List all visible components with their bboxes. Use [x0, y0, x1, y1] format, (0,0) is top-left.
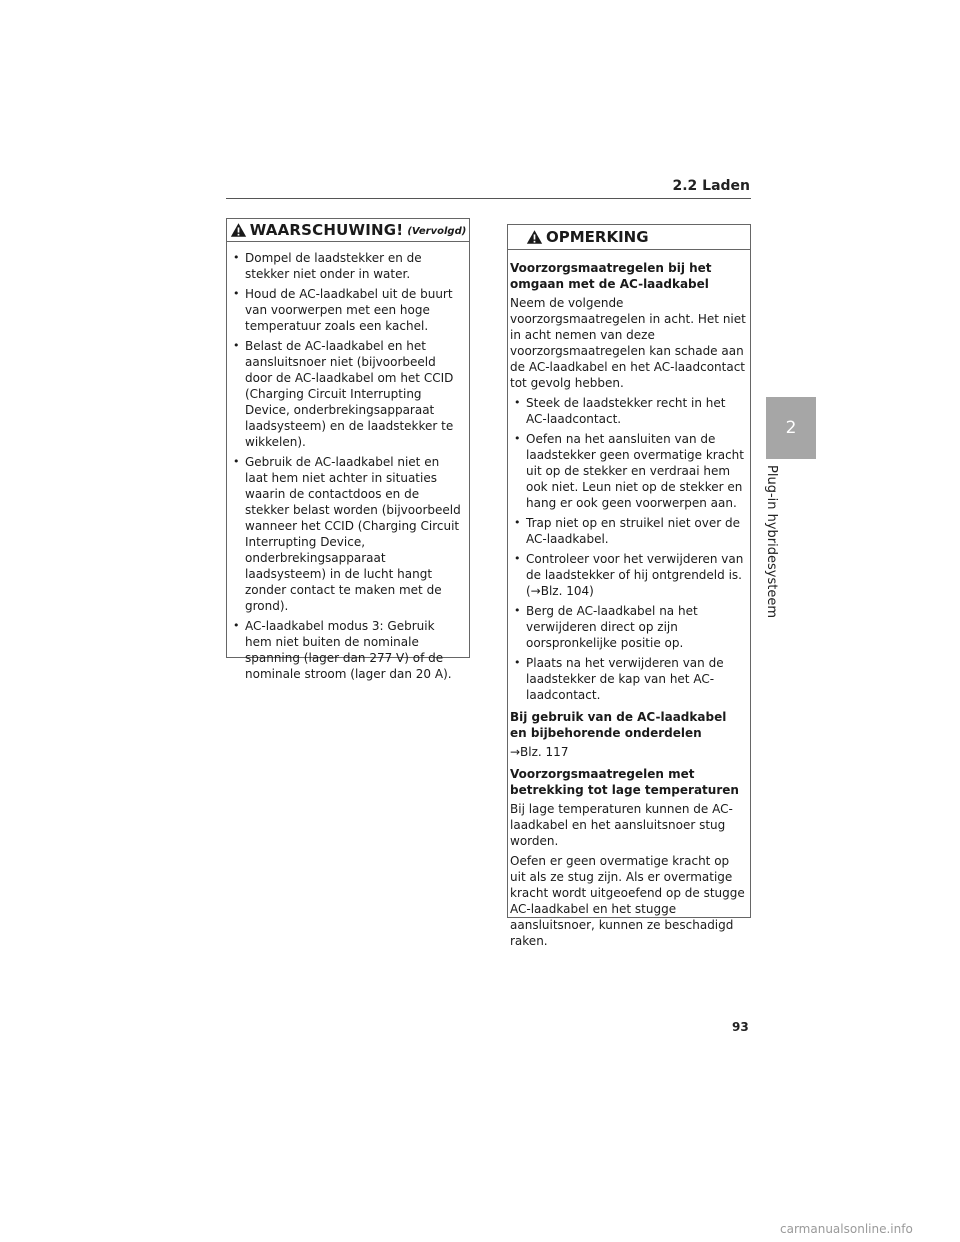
list-item: • Gebruik de AC-laadkabel niet en laat hem niet achter in situaties waarin de contactdoos en de stekker belast worden (bijvoorbeeld wanneer het CCID (Charging Circuit Interrupting Device, onderbrekingsapparaat laadsysteem) in de lucht hangt zonder contact te maken met de grond).	[229, 454, 461, 614]
header-divider	[226, 198, 751, 199]
list-item: • Houd de AC-laadkabel uit de buurt van voorwerpen met een hoge temperatuur zoals een kachel.	[229, 286, 461, 334]
warning-content	[227, 242, 469, 692]
list-item: • Plaats na het verwijderen van de laadstekker de kap van het AC-laadcontact.	[510, 655, 746, 703]
page-reference: →Blz. 117	[510, 745, 569, 759]
list-item: • AC-laadkabel modus 3: Gebruik hem niet buiten de nominale spanning (lager dan 277 V) of de nominale stroom (lager dan 20 A).	[229, 618, 461, 682]
chapter-number: 2	[785, 418, 797, 438]
warning-triangle-icon	[526, 229, 543, 245]
list-item: • Controleer voor het verwijderen van de laadstekker of hij ontgrendeld is. (→Blz. 104)	[510, 551, 746, 599]
watermark: carmanualsonline.info	[780, 1222, 913, 1236]
warning-list	[229, 250, 461, 682]
notice-intro: Neem de volgende voorzorgsmaatregelen in acht. Het niet in acht nemen van deze voorzorgsmaatregelen kan schade aan de AC-laadkabel en het AC-laadcontact tot gevolg hebben.	[510, 296, 746, 390]
list-item: • Steek de laadstekker recht in het AC-laadcontact.	[510, 395, 746, 427]
list-item: • Berg de AC-laadkabel na het verwijderen direct op zijn oorspronkelijke positie op.	[510, 603, 746, 651]
notice-list	[510, 395, 746, 703]
chapter-title: Plug-in hybridesysteem	[764, 465, 779, 619]
list-item: • Dompel de laadstekker en de stekker niet onder in water.	[229, 250, 461, 282]
page-number: 93	[732, 1020, 749, 1034]
list-item: • Belast de AC-laadkabel en het aansluitsnoer niet (bijvoorbeeld door de AC-laadkabel om het CCID (Charging Circuit Interrupting Device, onderbrekingsapparaat laadsysteem) en de laadstekker te wikkelen).	[229, 338, 461, 450]
warning-header	[227, 219, 469, 242]
notice-title: OPMERKING	[546, 228, 649, 246]
notice-paragraph: Bij lage temperaturen kunnen de AC-laadkabel en het aansluitsnoer stug worden.	[510, 802, 733, 848]
warning-box	[226, 218, 470, 681]
warning-title: WAARSCHUWING!	[249, 221, 404, 239]
notice-section-heading: Voorzorgsmaatregelen bij het omgaan met de AC-laadkabel	[510, 261, 712, 291]
chapter-tab	[766, 397, 816, 459]
list-item: • Trap niet op en struikel niet over de AC-laadkabel.	[510, 515, 746, 547]
warning-triangle-icon	[230, 222, 247, 238]
warning-continued: (Vervolgd)	[407, 225, 467, 237]
notice-section-heading: Bij gebruik van de AC-laadkabel en bijbehorende onderdelen	[510, 710, 727, 740]
list-item: • Oefen na het aansluiten van de laadstekker geen overmatige kracht uit op de stekker en verdraai hem ook niet. Leun niet op de stekker en hang er ook geen voorwerpen aan.	[510, 431, 746, 511]
notice-content	[508, 250, 750, 957]
section-title: 2.2 Laden	[672, 178, 750, 194]
chapter-title-vertical	[759, 465, 783, 619]
notice-header	[508, 225, 750, 250]
notice-box	[507, 224, 751, 948]
notice-paragraph: Oefen er geen overmatige kracht op uit als ze stug zijn. Als er overmatige kracht wordt uitgeoefend op de stugge AC-laadkabel en het stugge aansluitsnoer, kunnen ze beschadigd raken.	[510, 854, 745, 948]
notice-section-heading: Voorzorgsmaatregelen met betrekking tot lage temperaturen	[510, 767, 739, 797]
